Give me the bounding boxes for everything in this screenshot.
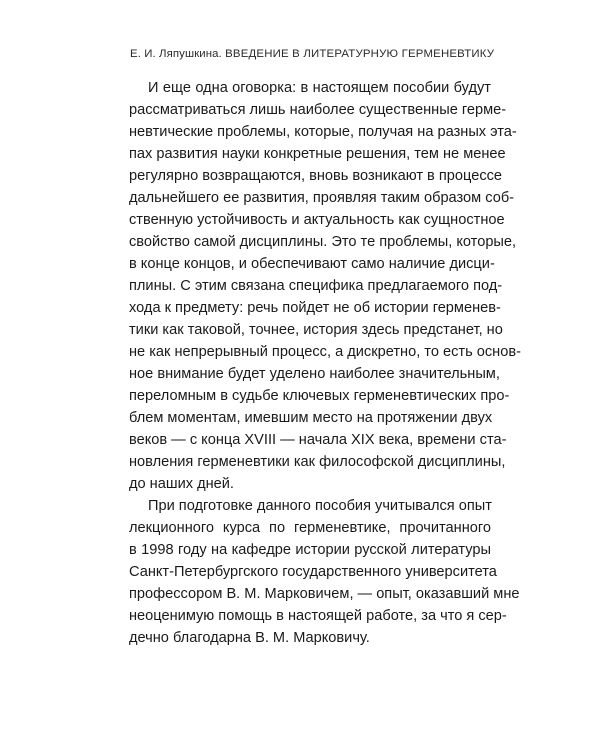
text-line: блем моментам, имевшим место на протяжении двух — [129, 410, 493, 426]
text-line: пах развития науки конкретные решения, тем не менее — [129, 146, 506, 162]
text-line: переломным в судьбе ключевых герменевтических про- — [129, 388, 510, 404]
paragraph-2 — [129, 495, 520, 649]
text-line: ное внимание будет уделено наиболее значительным, — [129, 366, 500, 382]
text-line: в 1998 году на кафедре истории русской литературы — [129, 542, 491, 558]
text-line: веков — с конца XVIII — начала XIX века, времени ста- — [129, 432, 507, 448]
running-head-author: Е. И. Ляпушкина. — [130, 48, 222, 60]
text-line: в конце концов, и обеспечивают само наличие дисци- — [129, 256, 495, 272]
text-line: тики как таковой, точнее, история здесь предстанет, но — [129, 322, 503, 338]
text-line: не как непрерывный процесс, а дискретно, то есть основ- — [129, 344, 521, 360]
text-line: регулярно возвращаются, вновь возникают в процессе — [129, 168, 503, 184]
text-line: до наших дней. — [129, 476, 234, 492]
running-head-title: ВВЕДЕНИЕ В ЛИТЕРАТУРНУЮ ГЕРМЕНЕВТИКУ — [225, 48, 495, 60]
text-line: свойство самой дисциплины. Это те проблемы, которые, — [129, 234, 517, 250]
text-line: лекционного курса по герменевтике, прочитанного — [129, 520, 491, 536]
text-line: При подготовке данного пособия учитывался опыт — [148, 498, 492, 514]
text-line: рассматриваться лишь наиболее существенные герме- — [129, 102, 507, 118]
text-line: Санкт-Петербургского государственного университета — [129, 564, 497, 580]
text-line: хода к предмету: речь пойдет не об истории герменев- — [129, 300, 501, 316]
text-line: дальнейшего ее развития, проявляя таким образом соб- — [129, 190, 515, 206]
text-line: невтические проблемы, которые, получая на разных эта- — [129, 124, 517, 140]
text-line: И еще одна оговорка: в настоящем пособии будут — [148, 80, 491, 96]
running-head — [130, 48, 494, 60]
text-line: новления герменевтики как философской дисциплины, — [129, 454, 506, 470]
text-line: дечно благодарна В. М. Марковичу. — [129, 630, 370, 646]
text-line: неоценимую помощь в настоящей работе, за что я сер- — [129, 608, 507, 624]
body-text — [129, 77, 521, 649]
paragraph-1 — [129, 77, 521, 495]
text-line: профессором В. М. Марковичем, — опыт, оказавший мне — [129, 586, 520, 602]
text-line: плины. С этим связана специфика предлагаемого под- — [129, 278, 503, 294]
text-line: ственную устойчивость и актуальность как сущностное — [129, 212, 505, 228]
